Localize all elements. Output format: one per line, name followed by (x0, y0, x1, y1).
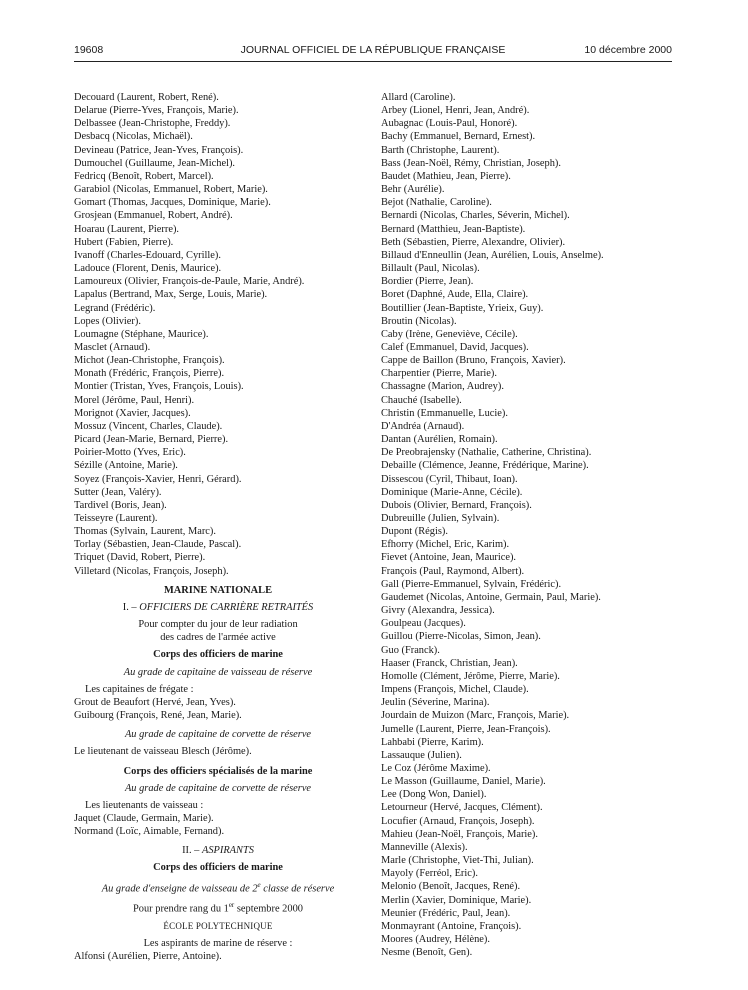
name-entry: Moores (Audrey, Hélène). (381, 934, 490, 945)
name-entry: Guo (Franck). (381, 644, 440, 656)
name-entry: Triquet (David, Robert, Pierre). (74, 552, 206, 564)
grade-enseigne-text: Au grade d'enseigne de vaisseau de 2 (101, 883, 258, 895)
fregate-intro: Les capitaines de frégate : (85, 683, 194, 695)
name-entry: Billault (Paul, Nicolas). (381, 263, 480, 275)
name-entry: Monmayrant (Antoine, François). (381, 920, 522, 932)
name-entry: Haaser (Franck, Christian, Jean). (381, 657, 518, 669)
name-entry: Morignot (Xavier, Jacques). (74, 407, 191, 419)
name-entry: Picard (Jean-Marie, Bernard, Pierre). (74, 434, 229, 446)
name-entry: Teisseyre (Laurent). (74, 513, 158, 524)
name-entry: Allard (Caroline). (381, 92, 456, 103)
name-entry: Nesme (Benoît, Gen). (381, 947, 473, 959)
name-entry: Mayoly (Ferréol, Eric). (381, 868, 478, 880)
name-entry: Bernard (Matthieu, Jean-Baptiste). (381, 223, 526, 235)
radiation-line-2: des cadres de l'armée active (160, 632, 276, 644)
name-entry: Lapalus (Bertrand, Max, Serge, Louis, Marie). (74, 289, 268, 301)
name-entry: Jumelle (Laurent, Pierre, Jean-François). (381, 723, 551, 735)
name-entry: Villetard (Nicolas, François, Joseph). (74, 565, 229, 577)
grade-enseigne-suffix: classe de réserve (260, 883, 335, 895)
section-2-title: ASPIRANTS (201, 845, 254, 857)
name-entry: Fedricq (Benoît, Robert, Marcel). (74, 170, 214, 182)
name-entry: Lamoureux (Olivier, François-de-Paule, Marie, André). (74, 276, 305, 288)
name-entry: Baudet (Mathieu, Jean, Pierre). (381, 170, 511, 182)
grade-enseigne-heading (74, 879, 362, 896)
name-entry: François (Paul, Raymond, Albert). (381, 565, 525, 577)
name-entry: Aubagnac (Louis-Paul, Honoré). (381, 118, 518, 130)
name-entry: Dubois (Olivier, Bernard, François). (381, 499, 532, 511)
name-entry: Decouard (Laurent, Robert, René). (74, 92, 219, 103)
name-entry: Sutter (Jean, Valéry). (74, 486, 162, 498)
name-entry: Bordier (Pierre, Jean). (381, 276, 474, 288)
name-entry: Dominique (Marie-Anne, Cécile). (381, 486, 523, 498)
name-entry: Morel (Jérôme, Paul, Henri). (74, 394, 195, 406)
page-header (74, 44, 672, 58)
grade-vaisseau-heading: Au grade de capitaine de vaisseau de réserve (123, 666, 313, 678)
left-column (74, 91, 362, 963)
name-entry: Bass (Jean-Noël, Rémy, Christian, Joseph). (381, 157, 561, 169)
name-entry: Dupont (Régis). (381, 526, 448, 538)
grade-corvette-heading: Au grade de capitaine de corvette de réserve (124, 782, 312, 794)
name-entry: Boutillier (Jean-Baptiste, Yrieix, Guy). (381, 302, 544, 314)
name-entry: Barth (Christophe, Laurent). (381, 144, 500, 156)
fregate-name: Guibourg (François, René, Jean, Marie). (74, 710, 242, 722)
name-entry: Hoarau (Laurent, Pierre). (74, 223, 180, 235)
blesch-entry: Le lieutenant de vaisseau Blesch (Jérôme). (74, 746, 252, 758)
name-entry: Desbacq (Nicolas, Michaël). (74, 131, 193, 143)
name-entry: Montier (Tristan, Yves, François, Louis). (74, 381, 244, 393)
name-entry: Legrand (Frédéric). (74, 302, 156, 314)
section-1-number: I. – (122, 601, 137, 613)
name-entry: Bejot (Nathalie, Caroline). (381, 197, 492, 209)
name-entry: Dantan (Aurélien, Romain). (381, 434, 498, 446)
name-entry: Tardivel (Boris, Jean). (74, 499, 167, 511)
lieutenants-intro: Les lieutenants de vaisseau : (85, 799, 204, 811)
name-entry: Letourneur (Hervé, Jacques, Clément). (381, 802, 543, 814)
name-entry: Hubert (Fabien, Pierre). (74, 236, 174, 248)
name-entry: Torlay (Sébastien, Jean-Claude, Pascal). (74, 539, 242, 551)
name-entry: Marle (Christophe, Viet-Thi, Julian). (381, 855, 534, 867)
name-entry: Goulpeau (Jacques). (381, 618, 466, 630)
rang-text: Pour prendre rang du 1 (133, 903, 229, 915)
name-entry: Givry (Alexandra, Jessica). (381, 605, 495, 617)
header-rule (74, 61, 672, 62)
name-entry: Broutin (Nicolas). (381, 315, 457, 327)
radiation-line-1: Pour compter du jour de leur radiation (138, 619, 298, 631)
name-entry: Fievet (Antoine, Jean, Maurice). (381, 552, 517, 564)
marine-nationale-heading: MARINE NATIONALE (163, 584, 273, 596)
name-entry: Homolle (Clément, Jérôme, Pierre, Marie). (381, 670, 560, 682)
name-entry: Impens (François, Michel, Claude). (381, 684, 529, 696)
name-entry: Boret (Daphné, Aude, Ella, Claire). (381, 289, 529, 301)
name-entry: Dissescou (Cyril, Thibaut, Ioan). (381, 473, 518, 485)
name-entry: Loumagne (Stéphane, Maurice). (74, 328, 209, 340)
name-entry: Thomas (Sylvain, Laurent, Marc). (74, 526, 216, 538)
aspirant-name: Alfonsi (Aurélien, Pierre, Antoine). (74, 951, 222, 963)
name-entry: Efhorry (Michel, Eric, Karim). (381, 539, 510, 551)
name-entry: Sézille (Antoine, Marie). (74, 460, 178, 472)
name-entry: Grosjean (Emmanuel, Robert, André). (74, 210, 233, 222)
name-entry: Chassagne (Marion, Audrey). (381, 381, 504, 393)
section-2-number: II. – (182, 845, 200, 857)
name-entry: Poirier-Motto (Yves, Eric). (74, 447, 186, 459)
name-entry: Gomart (Thomas, Jacques, Dominique, Marie). (74, 197, 271, 209)
name-entry: Dubreuille (Julien, Sylvain). (381, 513, 500, 524)
name-entry: Christin (Emmanuelle, Lucie). (381, 407, 508, 419)
name-entry: Bernardi (Nicolas, Charles, Séverin, Michel). (381, 210, 570, 222)
grade-corvette-heading: Au grade de capitaine de corvette de réserve (124, 729, 312, 741)
name-entry: Delbassee (Jean-Christophe, Freddy). (74, 118, 231, 130)
section-1-heading (74, 601, 362, 614)
corps-specialises-heading: Corps des officiers spécialisés de la marine (123, 765, 313, 777)
name-entry: Gaudemet (Nicolas, Antoine, Germain, Paul, Marie). (381, 591, 601, 603)
name-entry: Arbey (Lionel, Henri, Jean, André). (381, 105, 530, 117)
aspirants-intro: Les aspirants de marine de réserve : (143, 938, 293, 949)
name-entry: Jeulin (Séverine, Marina). (381, 697, 490, 709)
name-entry: Debaille (Clémence, Jeanne, Frédérique, Marine). (381, 460, 589, 472)
name-entry: Delarue (Pierre-Yves, François, Marie). (74, 105, 239, 117)
name-entry: Mahieu (Jean-Noël, François, Marie). (381, 828, 538, 840)
name-entry: Jourdain de Muizon (Marc, François, Marie). (381, 710, 570, 722)
name-entry: Beth (Sébastien, Pierre, Alexandre, Olivier). (381, 236, 566, 248)
lieutenant-name: Jaquet (Claude, Germain, Marie). (74, 812, 214, 824)
right-column (381, 91, 681, 959)
name-entry: Behr (Aurélie). (381, 184, 445, 196)
name-entry: Manneville (Alexis). (381, 841, 468, 853)
section-1-title: OFFICIERS DE CARRIÈRE RETRAITÉS (139, 601, 314, 613)
name-entry: Gall (Pierre-Emmanuel, Sylvain, Frédéric). (381, 578, 562, 590)
name-entry: Dumouchel (Guillaume, Jean-Michel). (74, 157, 236, 169)
name-entry: Lassauque (Julien). (381, 749, 462, 761)
name-entry: Ladouce (Florent, Denis, Maurice). (74, 263, 222, 275)
name-entry: Calef (Emmanuel, David, Jacques). (381, 341, 529, 353)
name-entry: Merlin (Xavier, Dominique, Marie). (381, 894, 532, 906)
name-entry: Billaud d'Enneullin (Jean, Aurélien, Louis, Anselme). (381, 249, 604, 261)
name-entry: Mossuz (Vincent, Charles, Claude). (74, 420, 223, 432)
name-entry: Masclet (Arnaud). (74, 341, 151, 353)
name-entry: Michot (Jean-Christophe, François). (74, 355, 225, 367)
name-entry: Soyez (François-Xavier, Henri, Gérard). (74, 473, 242, 485)
name-entry: Ivanoff (Charles-Edouard, Cyrille). (74, 249, 221, 261)
name-entry: Cappe de Baillon (Bruno, François, Xavier). (381, 355, 566, 367)
name-entry: Guillou (Pierre-Nicolas, Simon, Jean). (381, 631, 541, 643)
ecole-heading: ÉCOLE POLYTECHNIQUE (163, 920, 273, 931)
name-entry: Chauché (Isabelle). (381, 394, 462, 406)
name-entry: Meunier (Frédéric, Paul, Jean). (381, 907, 511, 919)
section-2-heading (74, 844, 362, 857)
name-entry: Le Coz (Jérôme Maxime). (381, 762, 491, 774)
name-entry: Lopes (Olivier). (74, 315, 141, 327)
rang-sup: er (228, 901, 235, 910)
name-entry: Lahbabi (Pierre, Karim). (381, 736, 484, 748)
rang-line (74, 899, 362, 916)
left-name-list (74, 91, 362, 578)
name-entry: Lee (Dong Won, Daniel). (381, 789, 487, 801)
name-entry: De Preobrajensky (Nathalie, Catherine, Christina). (381, 447, 592, 459)
lieutenant-name: Normand (Loïc, Aimable, Fernand). (74, 826, 225, 838)
journal-title: JOURNAL OFFICIEL DE LA RÉPUBLIQUE FRANÇAISE (240, 44, 506, 56)
name-entry: Melonio (Benoît, Jacques, René). (381, 881, 521, 893)
publication-date: 10 décembre 2000 (584, 44, 672, 56)
name-entry: D'Andréa (Arnaud). (381, 420, 465, 432)
name-entry: Charpentier (Pierre, Marie). (381, 368, 497, 380)
name-entry: Garabiol (Nicolas, Emmanuel, Robert, Marie). (74, 184, 268, 196)
name-entry: Caby (Irène, Geneviève, Cécile). (381, 328, 518, 340)
corps-officiers-marine-heading: Corps des officiers de marine (153, 649, 283, 661)
name-entry: Monath (Frédéric, François, Pierre). (74, 368, 225, 380)
page-number: 19608 (74, 44, 104, 56)
fregate-name: Grout de Beaufort (Hervé, Jean, Yves). (74, 696, 236, 708)
corps-officiers-marine-heading: Corps des officiers de marine (153, 862, 283, 874)
name-entry: Le Masson (Guillaume, Daniel, Marie). (381, 776, 546, 788)
name-entry: Locufier (Arnaud, François, Joseph). (381, 815, 535, 827)
name-entry: Devineau (Patrice, Jean-Yves, François). (74, 144, 244, 156)
name-entry: Bachy (Emmanuel, Bernard, Ernest). (381, 131, 536, 143)
grade-enseigne-sup: e (257, 880, 261, 889)
rang-suffix: septembre 2000 (234, 903, 303, 915)
